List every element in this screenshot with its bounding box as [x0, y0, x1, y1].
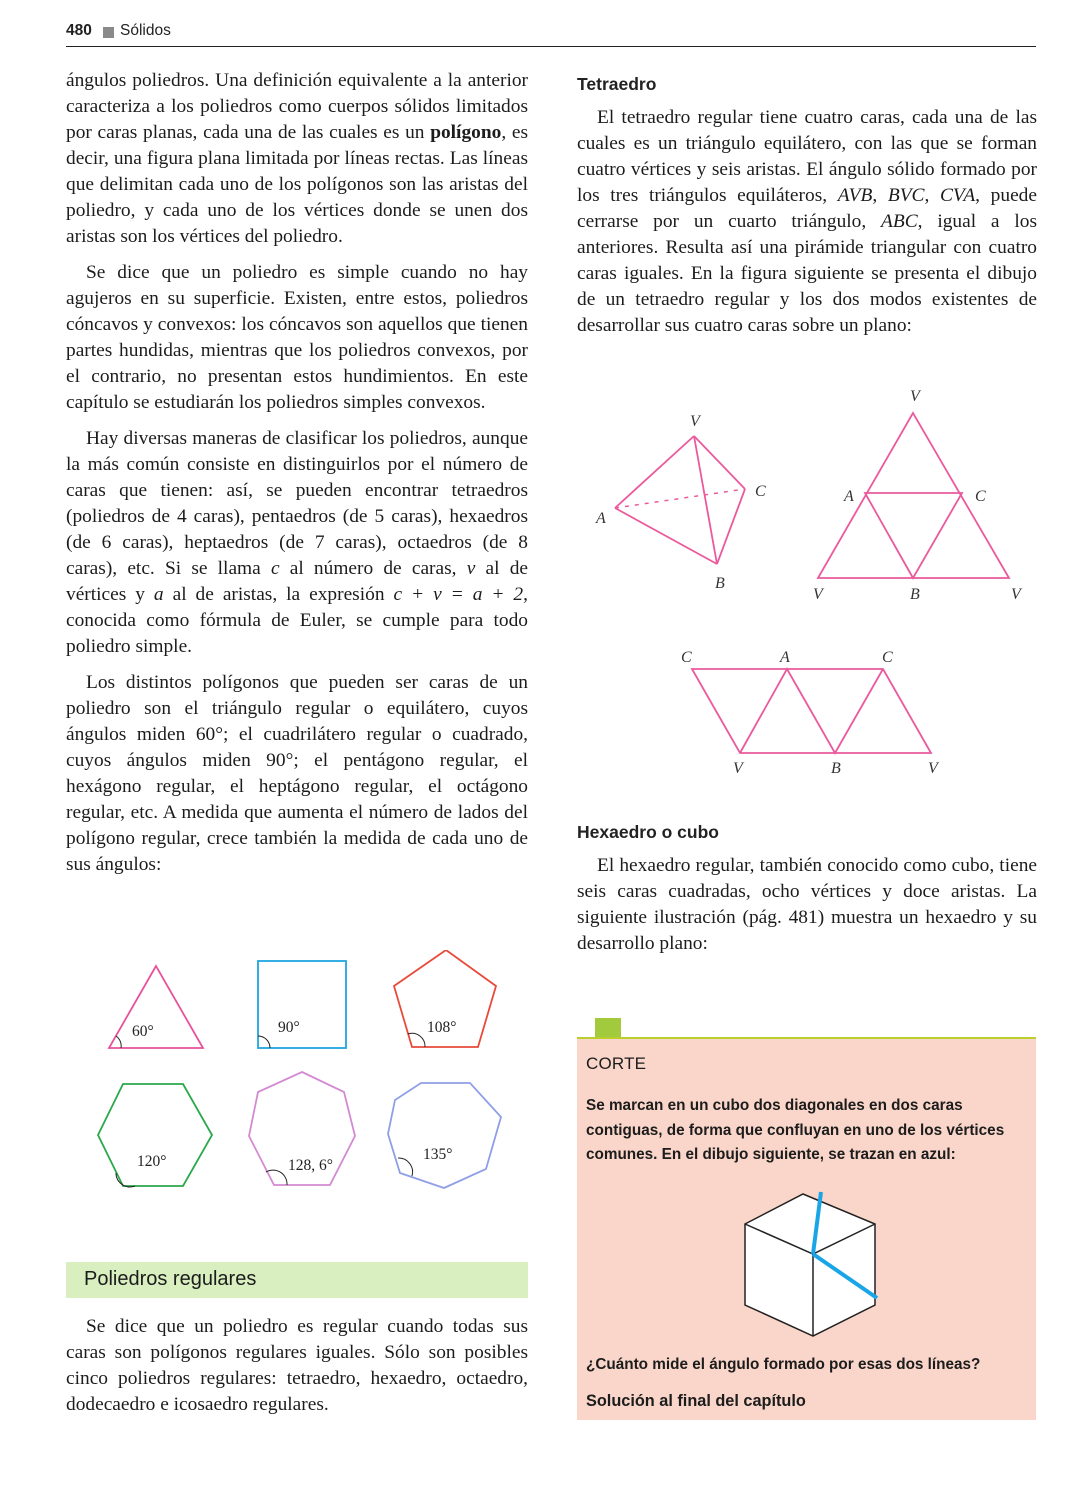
- net2-label-b: B: [831, 760, 841, 777]
- section-heading: Poliedros regulares: [84, 1268, 257, 1290]
- hexagon-angle-label: 120°: [137, 1153, 167, 1170]
- hexahedron-section: [577, 822, 1037, 957]
- square-angle-label: 90°: [278, 1019, 300, 1036]
- section-heading-bar: [66, 1262, 528, 1298]
- square-shape: [258, 961, 346, 1048]
- paragraph-5: Se dice que un poliedro es regular cuando todas sus caras son polígonos regulares iguales. Sólo son posibles cinco poliedros regulares: tetraedro, hexaedro, octaedro, dodecaedro e icosaedro regulares.: [66, 1316, 528, 1415]
- label-c: C: [755, 483, 766, 500]
- net2-label-c-right: C: [882, 649, 893, 666]
- corte-title: CORTE: [586, 1054, 647, 1073]
- paragraph-2: Se dice que un poliedro es simple cuando no hay agujeros en su superficie. Existen, entre estos, poliedros cóncavos y convexos: los cóncavos son aquellos que tienen partes hundidas, mientras que los poliedros convexos, por el contrario, no presentan estos hundimientos. En este capítulo se estudiarán los poliedros simples convexos.: [66, 262, 528, 413]
- net2-label-v-right: V: [928, 760, 938, 777]
- net1-label-v-top: V: [910, 388, 920, 405]
- square-angle-arc: [258, 1036, 270, 1048]
- triangle-shape: [109, 966, 203, 1048]
- page-header: [66, 20, 1036, 47]
- left-column: [66, 68, 528, 878]
- net1-label-b: B: [910, 586, 920, 603]
- corte-text: Se marcan en un cubo dos diagonales en dos caras contiguas, de forma que confluyan en uno de los vértices comunes. En el dibujo siguiente, se trazan en azul:: [586, 1097, 1005, 1163]
- net2-label-c-left: C: [681, 649, 692, 666]
- heptagon-angle-arc: [266, 1170, 287, 1185]
- net1-label-c: C: [975, 488, 986, 505]
- triangle-angle-label: 60°: [132, 1023, 154, 1040]
- header-square-icon: [103, 27, 114, 38]
- net2-zigzag: [740, 669, 883, 753]
- label-v: V: [690, 413, 700, 430]
- net1-label-v-right: V: [1011, 586, 1021, 603]
- net1-label-v-left: V: [813, 586, 823, 603]
- corte-box: [577, 1038, 1036, 1420]
- net2-label-a: A: [780, 649, 790, 666]
- page-number: 480: [66, 22, 92, 39]
- tetra-edge-ab: [615, 508, 717, 564]
- tetra-edge-va: [615, 436, 694, 508]
- hexahedron-paragraph: El hexaedro regular, también conocido como cubo, tiene seis caras cuadradas, ocho vértices y doce aristas. La siguiente ilustración (pág. 481) muestra un hexaedro y su desarrollo plano:: [577, 855, 1037, 954]
- pentagon-angle-label: 108°: [427, 1019, 457, 1036]
- heptagon-angle-label: 128, 6°: [288, 1157, 333, 1174]
- corte-top-rule: [577, 1037, 1036, 1039]
- tetrahedron-paragraph: El tetraedro regular tiene cuatro caras, cada una de las cuales es un triángulo equilátero, con las que se forman cuatro vértices y seis aristas. El ángulo sólido formado por los tres triángulos equiláteros, AVB, BVC, CVA, puede cerrarse por un cuarto triángulo, ABC, igual a los anteriores. Resulta así una pirámide triangular con cuatro caras iguales. En la figura siguiente se presenta el dibujo de un tetraedro regular y los dos modos existentes de desarrollar sus cuatro caras sobre un plano:: [577, 107, 1037, 336]
- right-column: [577, 74, 1037, 339]
- paragraph-4: Los distintos polígonos que pueden ser caras de un poliedro son el triángulo regular o equilátero, cuyos ángulos miden 60°; el cuadrilátero regular o cuadrado, cuyos ángulos miden 90°; el pentágono regular, el hexágono regular, el heptágono regular, el octágono regular, etc. A medida que aumenta el número de lados del polígono regular, crece también la medida de cada uno de sus ángulos:: [66, 672, 528, 875]
- hexagon-shape: [98, 1084, 212, 1186]
- bold-term: polígono: [430, 122, 502, 143]
- octagon-angle-label: 135°: [423, 1146, 453, 1163]
- cube-figure: [737, 1188, 887, 1348]
- corte-question: ¿Cuánto mide el ángulo formado por esas dos líneas?: [586, 1356, 981, 1373]
- net1-label-a: A: [844, 488, 854, 505]
- section-name: Sólidos: [120, 22, 171, 39]
- regular-polyhedra-section: [66, 1314, 528, 1418]
- cube-outline: [745, 1194, 875, 1336]
- octagon-shape: [388, 1083, 501, 1188]
- label-a: A: [596, 510, 606, 527]
- paragraph-3: Hay diversas maneras de clasificar los poliedros, aunque la más común consiste en distinguirlos por el número de caras que tienen: así, se pueden encontrar tetraedros (poliedros de 4 caras), pentaedros (de 5 caras), hexaedros (de 6 caras), heptaedros (de 7 caras), octaedros (de 8 caras), etc. Si se llama c al número de caras, v al de vértices y a al de aristas, la expresión c + v = a + 2, conocida como fórmula de Euler, se cumple para todo poliedro simple.: [66, 428, 528, 657]
- tetra-edge-ac-hidden: [615, 489, 745, 508]
- tetrahedron-heading: Tetraedro: [577, 74, 657, 94]
- corte-solution: Solución al final del capítulo: [586, 1392, 806, 1410]
- euler-formula: c + v = a + 2: [393, 584, 524, 605]
- tetrahedron-figure: [577, 380, 1037, 790]
- regular-polygons-figure: [90, 950, 520, 1200]
- net1-inner-triangle: [865, 493, 962, 578]
- tetra-edge-bc: [717, 489, 745, 564]
- hexahedron-heading: Hexaedro o cubo: [577, 822, 719, 842]
- hexagon-angle-arc: [116, 1173, 135, 1187]
- paragraph-1: ángulos poliedros. Una definición equivalente a la anterior caracteriza a los poliedros como cuerpos sólidos limitados por caras planas, cada una de las cuales es un polígono, es decir, una figura plana limitada por líneas rectas. Las líneas que delimitan cada uno de los polígonos son las aristas del poliedro, y cada uno de los vértices donde se unen dos aristas son los vértices del poliedro.: [66, 70, 528, 247]
- triangle-angle-arc: [116, 1036, 121, 1048]
- label-b: B: [715, 575, 725, 592]
- net2-label-v-left: V: [733, 760, 743, 777]
